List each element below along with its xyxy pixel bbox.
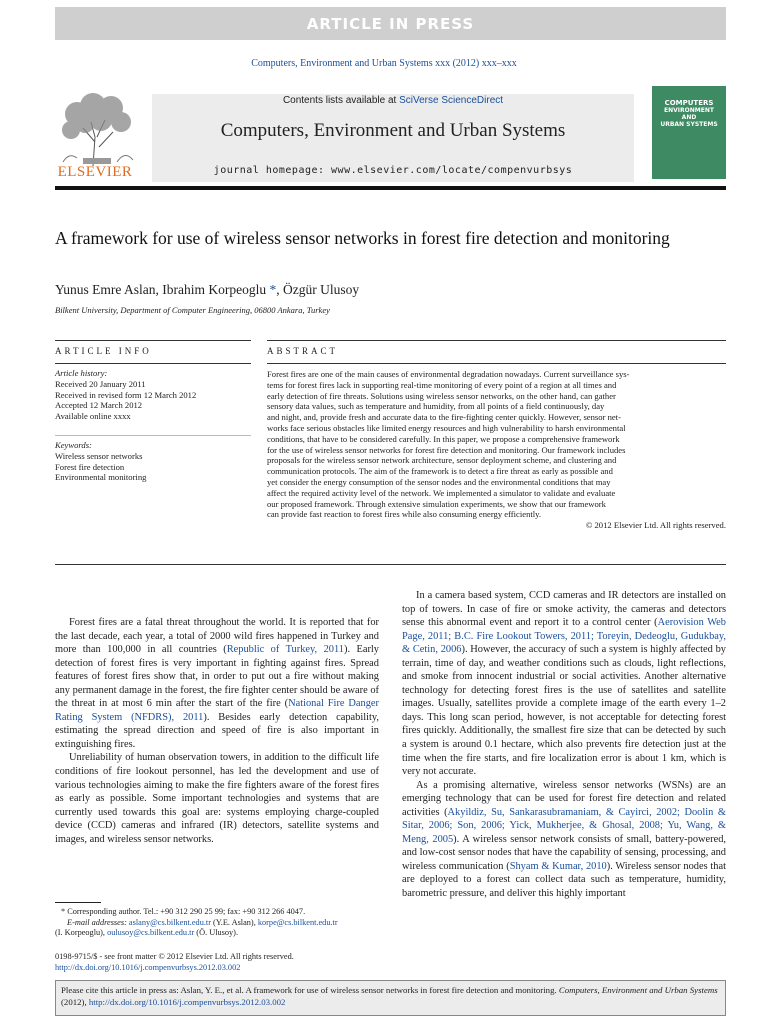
- cover-title: [652, 100, 726, 128]
- email-link[interactable]: korpe@cs.bilkent.edu.tr: [257, 917, 338, 927]
- paragraph-text: Forest fires are a fatal threat throughout the world. It is reported that for the last decade, each year, a total of 2000 wild fires happened in Turkey and more than 100,000 in all countries (: [55, 617, 379, 656]
- abstract-line: communication protocols. The aim of the framework is to detect a fire threat as early as possible and: [267, 466, 613, 477]
- abstract-line: can provide fast reaction to forest fires while also consuming energy efficiently.: [267, 509, 542, 520]
- citation-link[interactable]: Republic of Turkey, 2011: [226, 644, 344, 656]
- paragraph-text: In a camera based system, CCD cameras and IR detectors are installed on top of towers. In case of fire or smoke activity, the cameras and detectors sense this abnormal event and report it to a control center (: [402, 590, 726, 629]
- email-owner: (I. Korpeoglu),: [55, 928, 108, 938]
- intro-right-column: [402, 589, 726, 901]
- paragraph-text: ). However, the accuracy of such a system is highly affected by terrain, time of day, and weather conditions such as clouds, light reflections, and smoke from innocent industrial or social activities. Another alternative technology for detecting forest fires is the use of satellites and satellite images. Usually, satellites provide a complete image of the earth every 1–2 days. This long scan period, however, is not acceptable for detecting forest fires quickly. Additionally, the smallest fire size that can be detected by such a system is around 0.1 hectare, which also prevents fire detection just at the time when the fire starts, and fire localization error is about 1 km, which is very not accurate.: [402, 644, 726, 778]
- author-list: [55, 282, 359, 298]
- email-owner: (Ö. Ulusoy).: [194, 928, 239, 938]
- history-item: Received in revised form 12 March 2012: [55, 389, 197, 400]
- citation-year: (2012),: [61, 997, 89, 1007]
- contents-line: [152, 95, 634, 106]
- authors-text: Yunus Emre Aslan, Ibrahim Korpeoglu: [55, 282, 267, 297]
- abstract-line: and night, and, provide fresh and accurate data to the fire-fighting center quickly. However, sensor net-: [267, 412, 621, 423]
- doi-link[interactable]: http://dx.doi.org/10.1016/j.compenvurbsys.2012.03.002: [55, 962, 241, 972]
- abstract-line: yet consider the energy consumption of the sensor nodes and the environmental conditions that may: [267, 476, 611, 487]
- abstract-line: Forest fires are one of the main causes of environmental degradation nowadays. Current surveillance sys-: [267, 369, 630, 379]
- paragraph: [402, 589, 726, 779]
- citation-box: [55, 980, 726, 1016]
- cover-line: AND: [681, 114, 697, 121]
- abstract-body: [267, 369, 726, 531]
- article-in-press-banner: ARTICLE IN PRESS: [55, 7, 726, 40]
- section-divider: [55, 564, 726, 565]
- paragraph-text: ). Early detection of forest fires is very important in fighting against fires. Spread features of forest fires show that, in order to put out a fire without making any permanent damage in the forest, the fire fighter center should be aware of the threat in at most 6 min after the start of the fire (: [55, 644, 379, 710]
- paragraph-text: ). A wireless sensor network consists of small, battery-powered, and low-cost sensor nodes that have the capability of sensing, processing, and wireless communication (: [402, 833, 726, 872]
- email-label: E-mail addresses:: [67, 917, 129, 927]
- sciencedirect-link[interactable]: SciVerse ScienceDirect: [399, 95, 504, 106]
- citation-text: Please cite this article in press as: Aslan, Y. E., et al. A framework for use of wireless sensor networks in forest fire detection and monitoring.: [61, 985, 559, 995]
- issn-line: 0198-9715/$ - see front matter © 2012 Elsevier Ltd. All rights reserved.: [55, 952, 294, 961]
- journal-cover-thumbnail: [652, 86, 726, 179]
- cover-line: COMPUTERS: [664, 99, 714, 107]
- keywords-label: Keywords:: [55, 440, 92, 450]
- abstract-line: sensory data values, such as temperature and humidity, from all points of a field continuously, day: [267, 401, 605, 412]
- abstract-line: works face serious obstacles like limited energy resources and high vulnerability to harsh environmental: [267, 422, 626, 433]
- affiliation: Bilkent University, Department of Computer Engineering, 06800 Ankara, Turkey: [55, 305, 330, 315]
- citation-link[interactable]: Shyam & Kumar, 2010: [509, 860, 607, 872]
- email-link[interactable]: oulusoy@cs.bilkent.edu.tr: [107, 928, 195, 938]
- history-item: Available online xxxx: [55, 411, 131, 422]
- paragraph-text: ). Besides early detection capability, estimating the spread direction and speed of fire is also important in extinguishing fires.: [55, 711, 379, 750]
- paragraph-text: ). Wireless sensor nodes that are deployed to a forest can collect data such as temperature, humidity, barometric pressure, and deliver this highly important: [402, 860, 726, 900]
- abstract-copyright: © 2012 Elsevier Ltd. All rights reserved.: [585, 520, 726, 531]
- journal-reference[interactable]: Computers, Environment and Urban Systems xxx (2012) xxx–xxx: [251, 58, 517, 69]
- footnote: [55, 907, 385, 939]
- abstract-line: proposals for the wireless sensor network architecture, sensor deployment scheme, and clustering and: [267, 455, 617, 466]
- paragraph-text: As a promising alternative, wireless sensor networks (WSNs) are an emerging technology that can be used for forest fire detection and related activities (: [402, 779, 726, 818]
- paragraph: [55, 616, 379, 751]
- citation-journal: Computers, Environment and Urban Systems: [558, 985, 718, 995]
- abstract-line: conditions, that have to be considered carefully. In this paper, we propose a comprehensive framework: [267, 433, 620, 444]
- abstract-line: tems for forest fires lack in supporting real-time monitoring of every point of a region at all times and: [267, 379, 617, 390]
- paragraph: [402, 779, 726, 901]
- history-item: Accepted 12 March 2012: [55, 400, 143, 411]
- citation-link[interactable]: Aerovision Web Page, 2011; B.C. Fire Lookout Towers, 2011; Toreyin, Dedeoglu, Gudukbay, & Cetin, 2006: [402, 617, 726, 656]
- abstract-line: early detection of fire threats. Solutions using wireless sensor networks, on the other hand, can gather: [267, 390, 616, 401]
- citation-link[interactable]: National Fire Danger Rating System (NFDRS), 2011: [55, 698, 379, 723]
- corresponding-author-mark[interactable]: *: [266, 282, 277, 297]
- email-line: [55, 928, 385, 939]
- article-info-rule: [55, 340, 251, 341]
- journal-title: Computers, Environment and Urban Systems: [220, 120, 566, 141]
- corresponding-author-note: * Corresponding author. Tel.: +90 312 290 25 99; fax: +90 312 266 4047.: [61, 907, 306, 916]
- email-link[interactable]: aslany@cs.bilkent.edu.tr: [128, 917, 211, 927]
- cover-line: URBAN SYSTEMS: [660, 121, 718, 128]
- email-owner: (Y.E. Aslan),: [210, 917, 258, 927]
- abstract-rule: [267, 340, 726, 341]
- article-history: [55, 368, 251, 422]
- contents-prefix: Contents lists available at: [282, 95, 400, 106]
- abstract-rule: [267, 363, 726, 364]
- keyword: Environmental monitoring: [55, 472, 147, 483]
- history-label: Article history:: [55, 368, 108, 378]
- citation-doi-link[interactable]: http://dx.doi.org/10.1016/j.compenvurbsys.2012.03.002: [88, 997, 286, 1007]
- abstract-heading: ABSTRACT: [267, 346, 339, 356]
- email-line: [55, 918, 385, 929]
- article-info-heading: ARTICLE INFO: [55, 346, 152, 356]
- abstract-line: affect the required activity level of the network. We implemented a simulator to validate and evaluate: [267, 487, 616, 498]
- article-info-rule: [55, 363, 251, 364]
- cover-line: ENVIRONMENT: [664, 107, 714, 114]
- abstract-line: our proposed framework. Through extensive simulation experiments, we show that our framework: [267, 498, 606, 509]
- footnote-rule: [55, 902, 101, 903]
- history-item: Received 20 January 2011: [55, 378, 146, 389]
- intro-left-column: [55, 616, 379, 846]
- paper-title: A framework for use of wireless sensor networks in forest fire detection and monitoring: [55, 228, 670, 248]
- abstract-line: for the use of wireless sensor networks for forest fire detection and monitoring. Our framework includes: [267, 444, 626, 455]
- elsevier-wordmark: ELSEVIER: [57, 164, 133, 180]
- header-divider: [55, 186, 726, 190]
- front-matter: [55, 952, 455, 973]
- authors-text: , Özgür Ulusoy: [276, 282, 360, 297]
- keywords: [55, 440, 251, 483]
- keywords-rule: [55, 435, 251, 436]
- keyword: Forest fire detection: [55, 461, 125, 472]
- paragraph: [55, 751, 379, 846]
- citation-link[interactable]: Akyildiz, Su, Sankarasubramaniam, & Cayirci, 2002; Doolin & Sitar, 2006; Son, 2006; Yick, Mukherjee, & Ghosal, 2008; Yu, Wang, & Meng, 2005: [402, 806, 726, 845]
- paragraph-text: Unreliability of human observation towers, in addition to the difficult life conditions of fire lookout personnel, has led the development and use of various technologies aiming to make the fire fighters aware of the forest fires as early as possible. Some important technologies and systems that are currently used towards this goal are: systems employing charge-coupled device (CCD) cameras and infrared (IR) detectors, satellite systems and images, and wireless sensor networks.: [55, 752, 379, 845]
- keyword: Wireless sensor networks: [55, 450, 143, 461]
- journal-homepage[interactable]: journal homepage: www.elsevier.com/locate/compenvurbsys: [213, 165, 573, 176]
